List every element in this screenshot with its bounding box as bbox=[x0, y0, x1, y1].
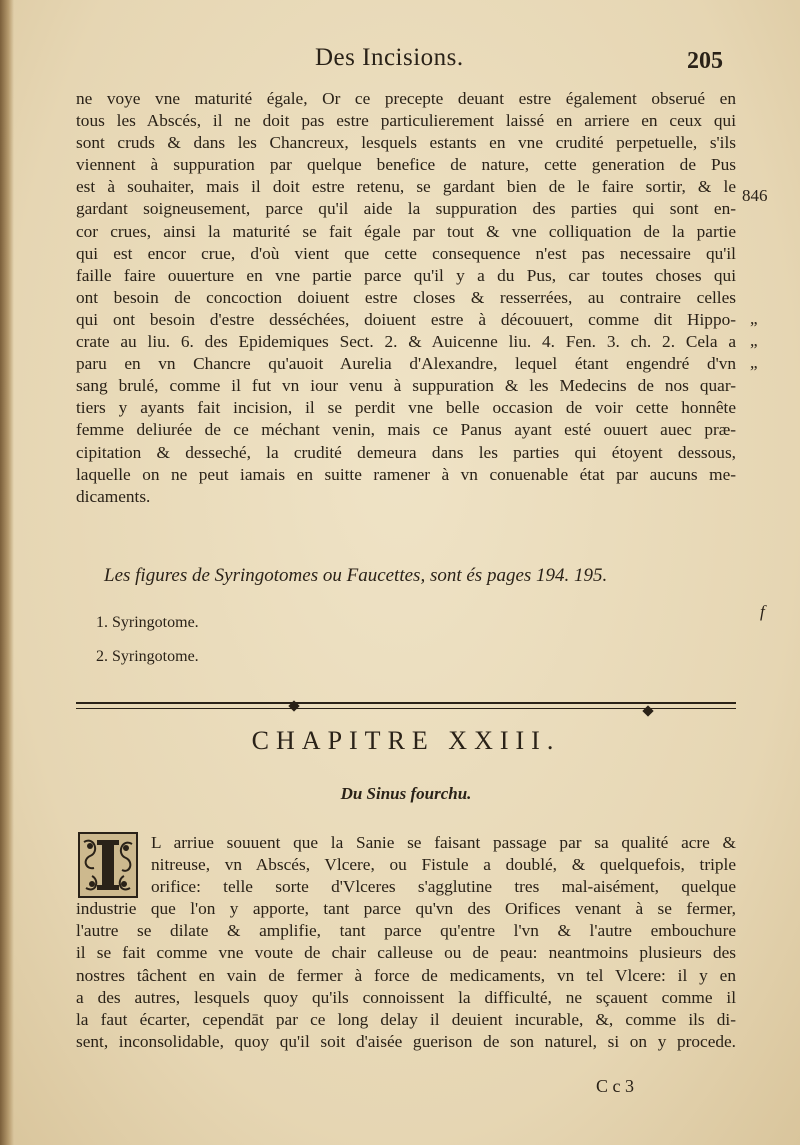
text-line: nostres tâchent en vain de fermer à force de medicaments, vn tel Vlcere: il y en bbox=[76, 965, 736, 985]
text-line: gardant soigneusement, parce qu'il aide la suppuration des parties qui sont en- bbox=[76, 199, 736, 219]
text-line: qui ont besoin d'estre desséchées, doiuent estre à découuert, comme dit Hippo- bbox=[76, 309, 736, 329]
text-line: ne voye vne maturité égale, Or ce precepte deuant estre également obserué en bbox=[76, 89, 736, 108]
figure-list-item: 2. Syringotome. bbox=[96, 648, 199, 665]
text-line: crate au liu. 6. des Epidemiques Sect. 2. & Auicenne liu. 4. Fen. 3. ch. 2. Cela a bbox=[76, 332, 736, 352]
text-line: orifice: telle sorte d'Vlceres s'agglutine tres mal-aisément, quelque bbox=[151, 877, 736, 897]
text-line: cipitation & desseché, la crudité demeura dans les parties qui étoyent dessous, bbox=[76, 442, 736, 462]
text-line: paru en vn Chancre qu'auoit Aurelia d'Alexandre, lequel étant engendré d'vn bbox=[76, 354, 736, 374]
margin-quote-mark: ” bbox=[750, 362, 758, 381]
text-line: sang brulé, comme il fut vn iour venu à suppuration & les Medecins de nos quar- bbox=[76, 376, 736, 396]
text-line: qui est encor crue, d'où vient que cette consequence n'est pas necessaire qu'il bbox=[76, 243, 736, 263]
margin-quote-mark: ” bbox=[750, 340, 758, 359]
text-line: industrie que l'on y apporte, tant parce qu'vn des Orifices venant à se fermer, bbox=[76, 899, 736, 919]
text-line: la faut écarter, cependāt par ce long delay il deuient incurable, &, comme ils di- bbox=[76, 1009, 736, 1029]
figures-caption: Les figures de Syringotomes ou Faucettes, sont és pages 194. 195. bbox=[104, 565, 608, 586]
text-line: tous les Abscés, il ne doit pas estre particulierement laissé en arriere en ceux qui bbox=[76, 111, 736, 131]
chapter-subtitle: Du Sinus fourchu. bbox=[340, 784, 472, 803]
margin-reference: 846 bbox=[742, 186, 768, 205]
binding-gutter bbox=[0, 0, 14, 1145]
text-line: sent, inconsolidable, quoy qu'il soit d'aisée guerison de son naturel, si on y procede. bbox=[76, 1031, 736, 1051]
text-line: il se fait comme vne voute de chair calleuse ou de peau: neantmoins plusieurs des bbox=[76, 943, 736, 963]
text-line-last: dicaments. bbox=[76, 486, 151, 506]
chapter-title: CHAPITRE XXIII. bbox=[251, 726, 561, 755]
ornamental-rule bbox=[76, 702, 736, 704]
text-line: viennent à suppuration par quelque benefice de nature, cette generation de Pus bbox=[76, 155, 736, 175]
text-line: est à souhaiter, mais il doit estre retenu, se gardant bien de le faire sortir, & le bbox=[76, 177, 736, 197]
catchword: C c 3 bbox=[596, 1076, 634, 1096]
text-line: cor crues, ainsi la maturité se fait égale par tout & vne colliquation de la partie bbox=[76, 221, 736, 241]
text-line: l'autre se dilate & amplifie, tant parce qu'entre l'vn & l'autre embouchure bbox=[76, 921, 736, 941]
body-text bbox=[76, 88, 736, 508]
ornamental-rule-thin bbox=[76, 708, 736, 709]
text-line: ont besoin de concoction doiuent estre closes & resserrées, au contraire celles bbox=[76, 287, 736, 307]
text-line: femme deliurée de ce méchant venin, mais ce Panus ayant esté ouuert auec præ- bbox=[76, 420, 736, 440]
text-line: a des autres, lesquels quoy qu'ils connoissent la difficulté, ne sçauent comme il bbox=[76, 987, 736, 1007]
margin-dagger: f bbox=[760, 602, 765, 621]
text-line: faille faire ouuerture en vne partie parce qu'il y a du Pus, car toutes choses qui bbox=[76, 265, 736, 285]
margin-quote-mark: ” bbox=[750, 318, 758, 337]
page-number: 205 bbox=[687, 48, 723, 74]
text-line: laquelle on ne peut iamais en suitte ramener à vn conuenable état par aucuns me- bbox=[76, 464, 736, 484]
running-head: Des Incisions. bbox=[315, 44, 464, 71]
text-line: nitreuse, vn Abscés, Vlcere, ou Fistule a doublé, & quelquefois, triple bbox=[151, 855, 736, 875]
figure-list-item: 1. Syringotome. bbox=[96, 614, 199, 631]
text-line: sont cruds & dans les Chancreux, lesquels estants en vne crudité perpetuelle, s'ils bbox=[76, 133, 736, 153]
text-line: L arriue souuent que la Sanie se faisant passage par sa qualité acre & bbox=[151, 833, 736, 852]
chapter-text bbox=[76, 832, 736, 1053]
text-line: tiers y ayants fait incision, il se perdit vne belle occasion de voir cette honnête bbox=[76, 398, 736, 418]
